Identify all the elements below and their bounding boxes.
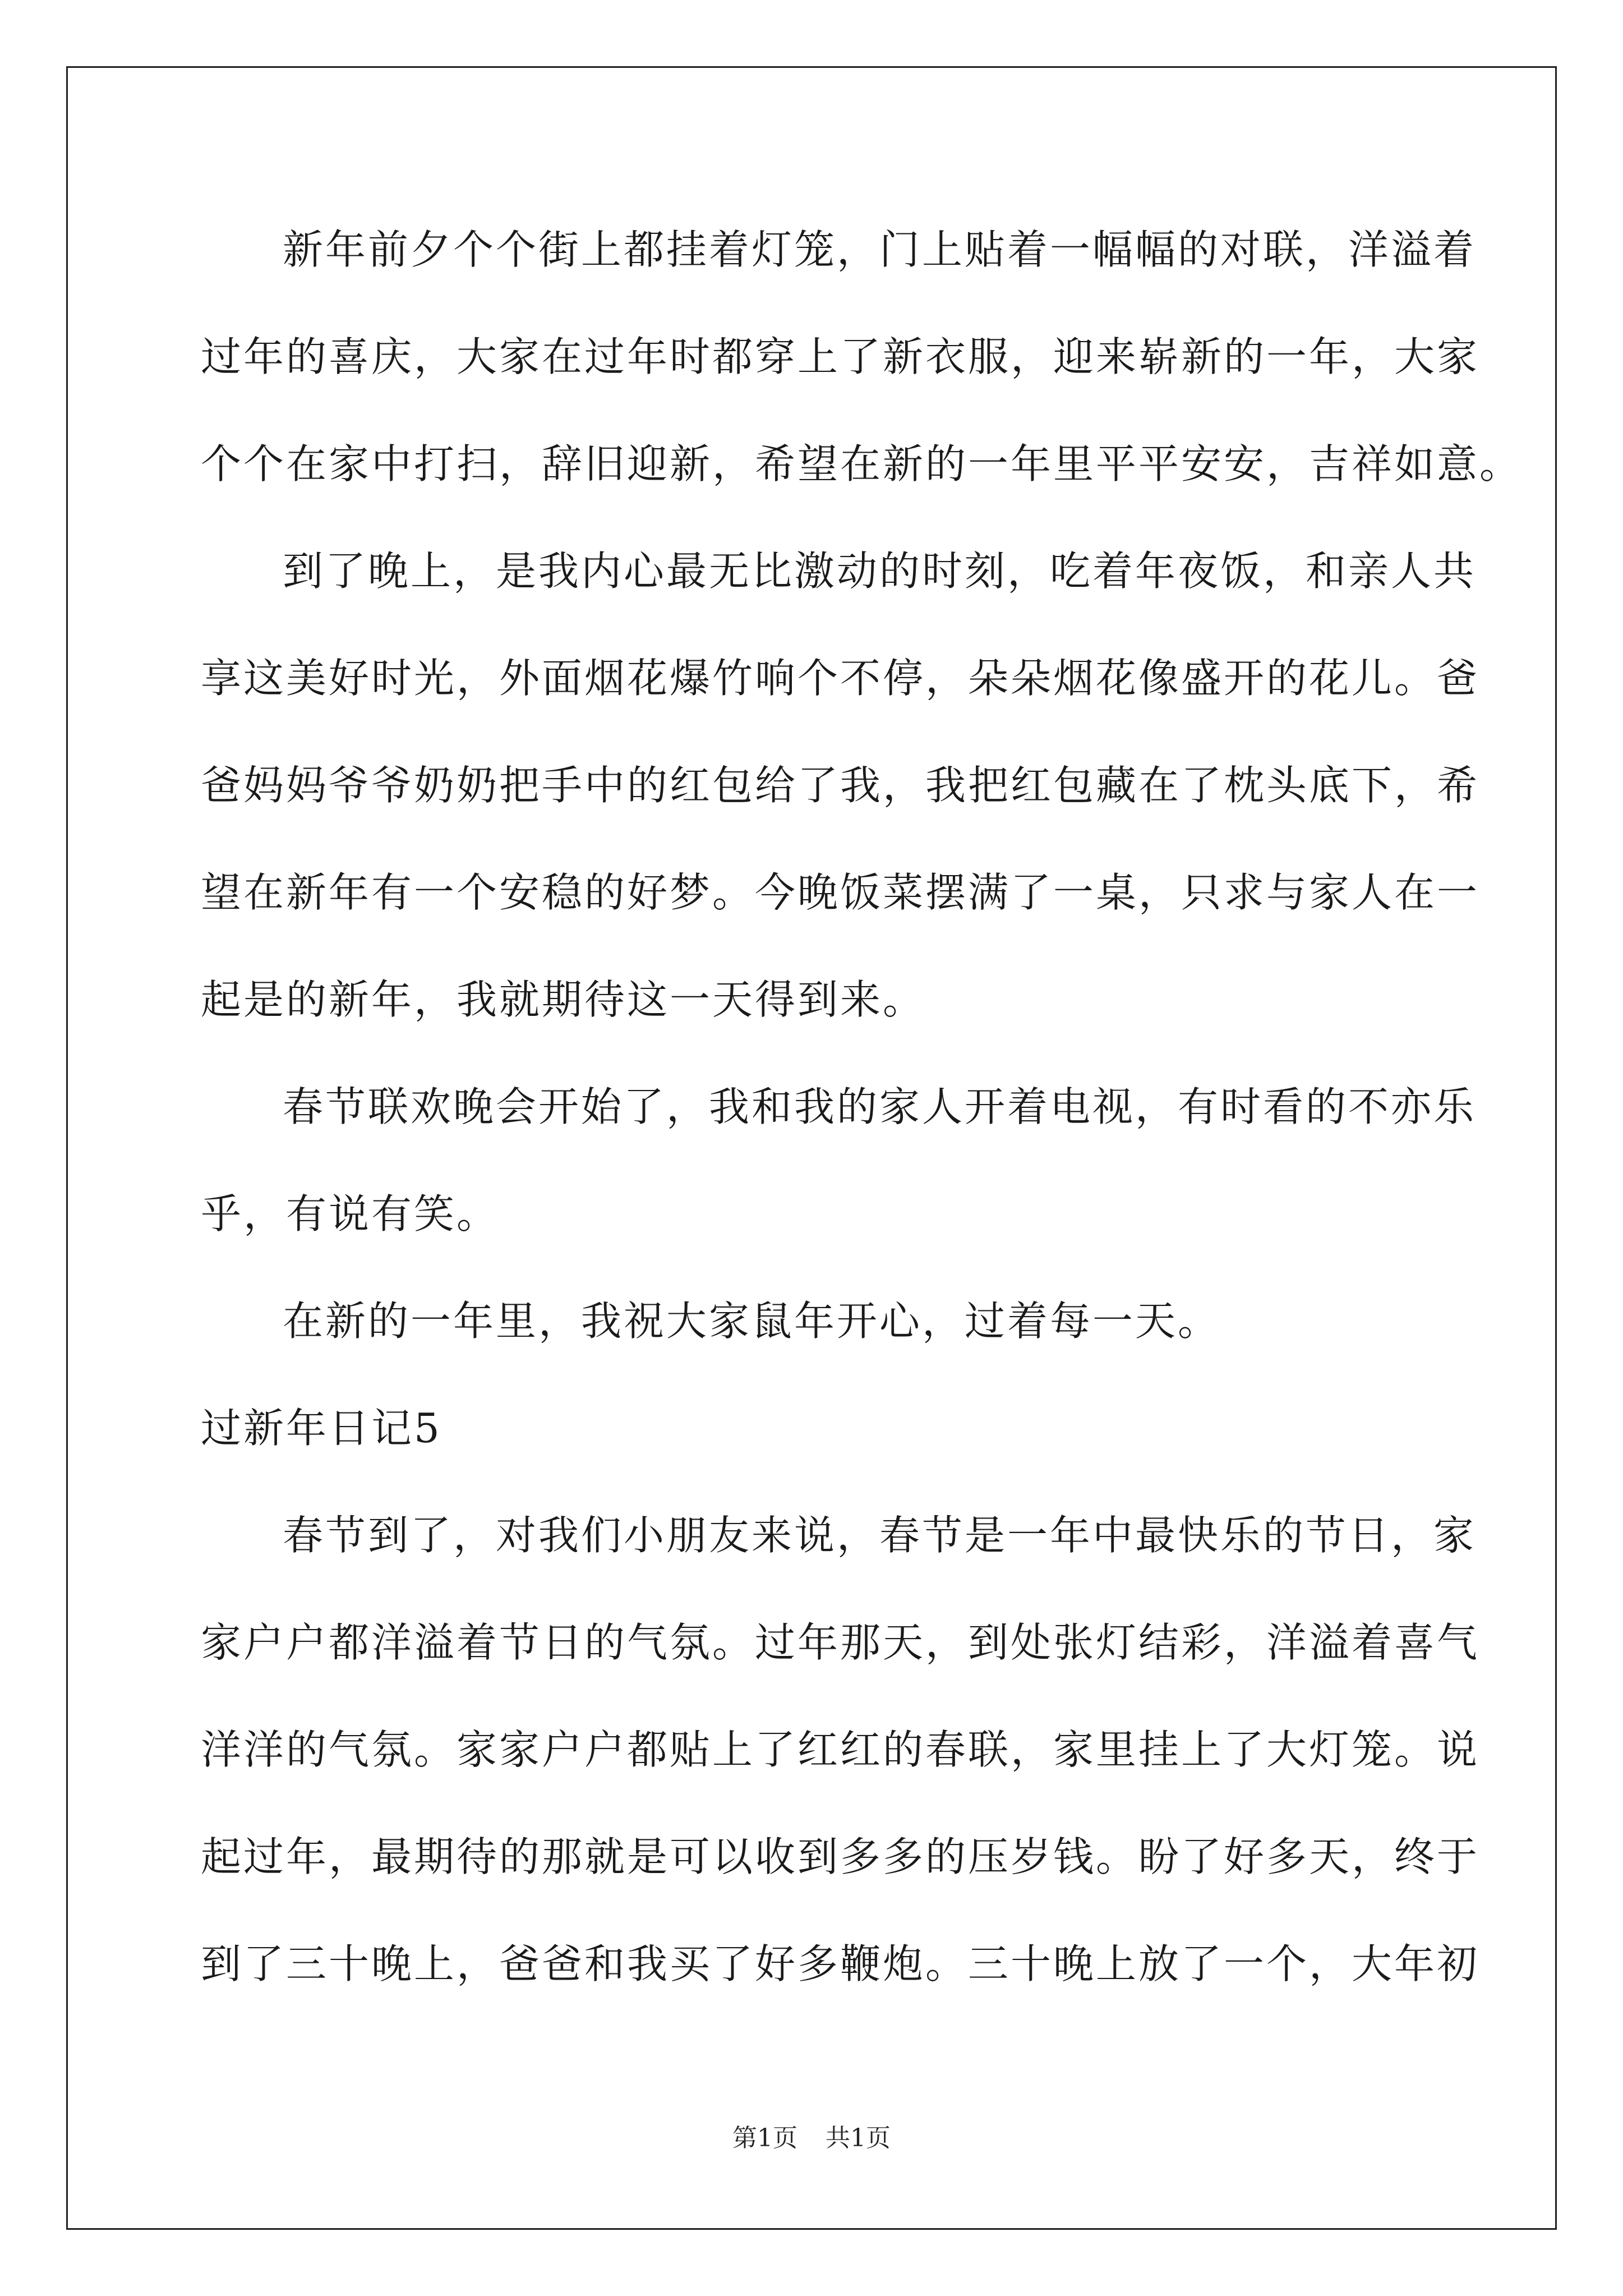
text-line: 爸妈妈爷爷奶奶把手中的红包给了我，我把红包藏在了枕头底下，希 [201, 762, 1480, 809]
text-line: 过年的喜庆，大家在过年时都穿上了新衣服，迎来崭新的一年，大家 [201, 333, 1480, 380]
text-line: 享这美好时光，外面烟花爆竹响个不停，朵朵烟花像盛开的花儿。爸 [201, 655, 1480, 702]
text-line: 春节联欢晚会开始了，我和我的家人开着电视，有时看的不亦乐 [283, 1083, 1477, 1130]
text-line: 新年前夕个个街上都挂着灯笼，门上贴着一幅幅的对联，洋溢着 [283, 226, 1477, 273]
text-line: 在新的一年里，我祝大家鼠年开心，过着每一天。 [283, 1297, 1221, 1345]
text-line: 到了三十晚上，爸爸和我买了好多鞭炮。三十晚上放了一个，大年初 [201, 1940, 1480, 1987]
text-line: 家户户都洋溢着节日的气氛。过年那天，到处张灯结彩，洋溢着喜气 [201, 1619, 1480, 1666]
text-line: 洋洋的气氛。家家户户都贴上了红红的春联，家里挂上了大灯笼。说 [201, 1726, 1480, 1773]
page-total: 共1页 [826, 2124, 891, 2152]
document-body [201, 213, 1523, 2035]
page-footer [0, 2122, 1623, 2155]
text-line: 乎，有说有笑。 [201, 1190, 500, 1237]
text-line: 春节到了，对我们小朋友来说，春节是一年中最快乐的节日，家 [283, 1512, 1477, 1559]
text-line: 起是的新年，我就期待这一天得到来。 [201, 976, 926, 1023]
text-line: 起过年，最期待的那就是可以收到多多的压岁钱。盼了好多天，终于 [201, 1833, 1480, 1880]
section-heading: 过新年日记5 [201, 1405, 442, 1452]
text-line: 个个在家中打扫，辞旧迎新，希望在新的一年里平平安安，吉祥如意。 [201, 440, 1523, 487]
page-number: 第1页 [732, 2124, 797, 2152]
text-line: 望在新年有一个安稳的好梦。今晚饭菜摆满了一桌，只求与家人在一 [201, 869, 1480, 916]
text-line: 到了晚上，是我内心最无比激动的时刻，吃着年夜饭，和亲人共 [283, 547, 1477, 595]
